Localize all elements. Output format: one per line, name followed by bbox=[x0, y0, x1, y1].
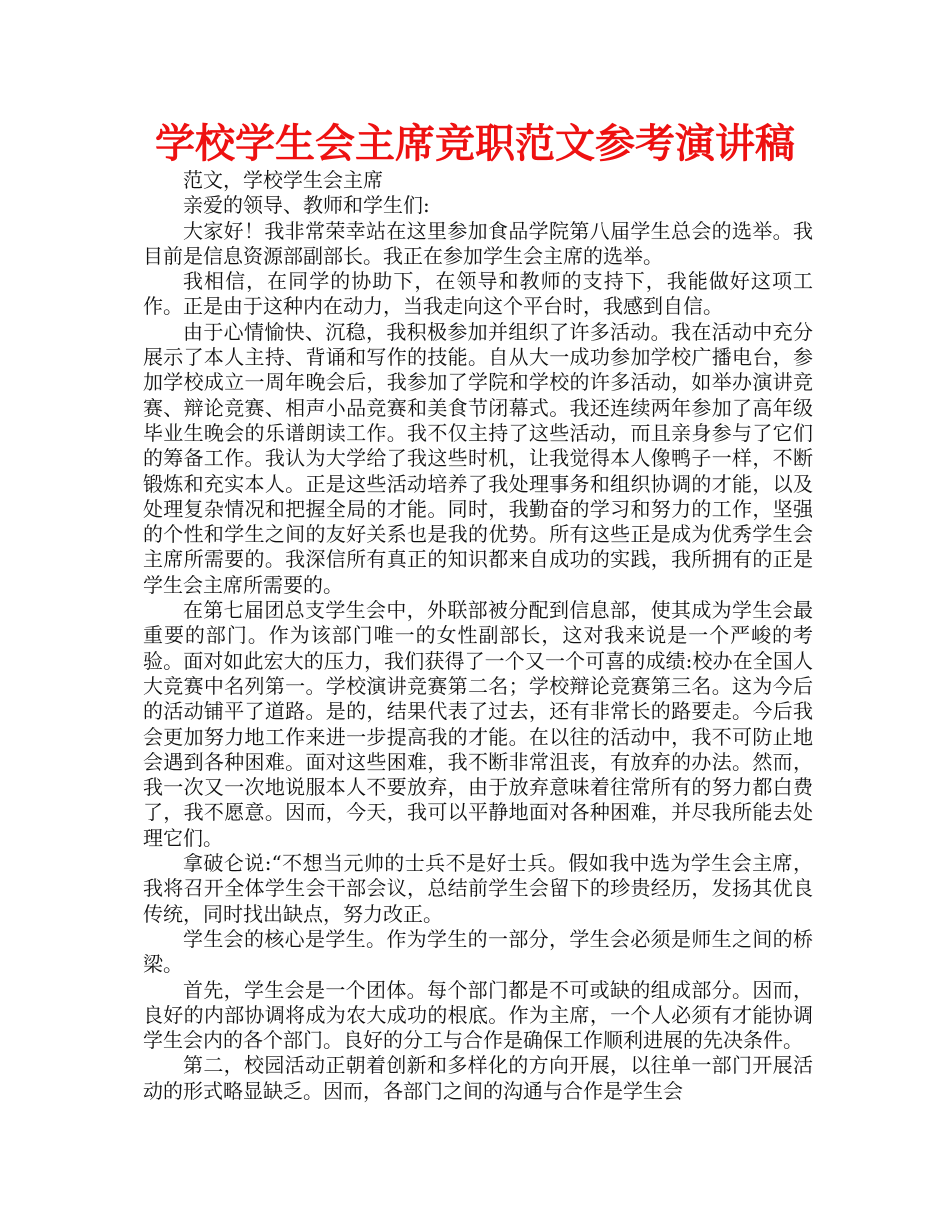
paragraph-confidence: 我相信，在同学的协助下，在领导和教师的支持下，我能做好这项工作。正是由于这种内在动力，当我走向这个平台时，我感到自信。 bbox=[143, 269, 813, 319]
paragraph-napoleon-quote: 拿破仑说:“不想当元帅的士兵不是好士兵。假如我中选为学生会主席，我将召开全体学生会干部会议，总结前学生会留下的珍贵经历，发扬其优良传统，同时找出缺点，努力改正。 bbox=[143, 851, 813, 926]
paragraph-first: 首先，学生会是一个团体。每个部门都是不可或缺的组成部分。因而，良好的内部协调将成为农大成功的根底。作为主席，一个人必须有才能协调学生会内的各个部门。良好的分工与合作是确保工作顺利进展的先决条件。 bbox=[143, 977, 813, 1053]
paragraph-salutation-topic: 范文，学校学生会主席 bbox=[183, 168, 383, 192]
paragraph-intro: 大家好！我非常荣幸站在这里参加食品学院第八届学生总会的选举。我目前是信息资源部副部长。我正在参加学生会主席的选举。 bbox=[143, 218, 813, 268]
paragraph-greeting: 亲爱的领导、教师和学生们: bbox=[183, 193, 430, 218]
paragraph-second: 第二，校园活动正朝着创新和多样化的方向开展，以往单一部门开展活动的形式略显缺乏。因而，各部门之间的沟通与合作是学生会 bbox=[143, 1053, 813, 1103]
document-body bbox=[143, 168, 813, 1104]
paragraph-experience: 由于心情愉快、沉稳，我积极参加并组织了许多活动。我在活动中充分展示了本人主持、背诵和写作的技能。自从大一成功参加学校广播电台，参加学校成立一周年晚会后，我参加了学院和学校的许多活动，如举办演讲竞赛、辩论竞赛、相声小品竞赛和美食节闭幕式。我还连续两年参加了高年级毕业生晚会的乐谱朗读工作。我不仅主持了这些活动，而且亲身参与了它们的筹备工作。我认为大学给了我这些时机，让我觉得本人像鸭子一样，不断锻炼和充实本人。正是这些活动培养了我处理事务和组织协调的才能，以及处理复杂情况和把握全局的才能。同时，我勤奋的学习和努力的工作，坚强的个性和学生之间的友好关系也是我的优势。所有这些正是成为优秀学生会主席所需要的。我深信所有真正的知识都来自成功的实践，我所拥有的正是学生会主席所需要的。 bbox=[143, 319, 813, 597]
paragraph-core: 学生会的核心是学生。作为学生的一部分，学生会必须是师生之间的桥梁。 bbox=[143, 926, 813, 977]
paragraph-achievements: 在第七届团总支学生会中，外联部被分配到信息部，使其成为学生会最重要的部门。作为该部门唯一的女性副部长，这对我来说是一个严峻的考验。面对如此宏大的压力，我们获得了一个又一个可喜的成绩:校办在全国人大竞赛中名列第一。学校演讲竞赛第二名；学校辩论竞赛第三名。这为今后的活动铺平了道路。是的，结果代表了过去，还有非常长的路要走。今后我会更加努力地工作来进一步提高我的才能。在以往的活动中，我不可防止地会遇到各种困难。面对这些困难，我不断非常沮丧，有放弃的办法。然而，我一次又一次地说服本人不要放弃，由于放弃意味着往常所有的努力都白费了，我不愿意。因而，今天，我可以平静地面对各种困难，并尽我所能去处理它们。 bbox=[143, 598, 813, 850]
document-title: 学校学生会主席竞职范文参考演讲稿 bbox=[155, 121, 795, 167]
